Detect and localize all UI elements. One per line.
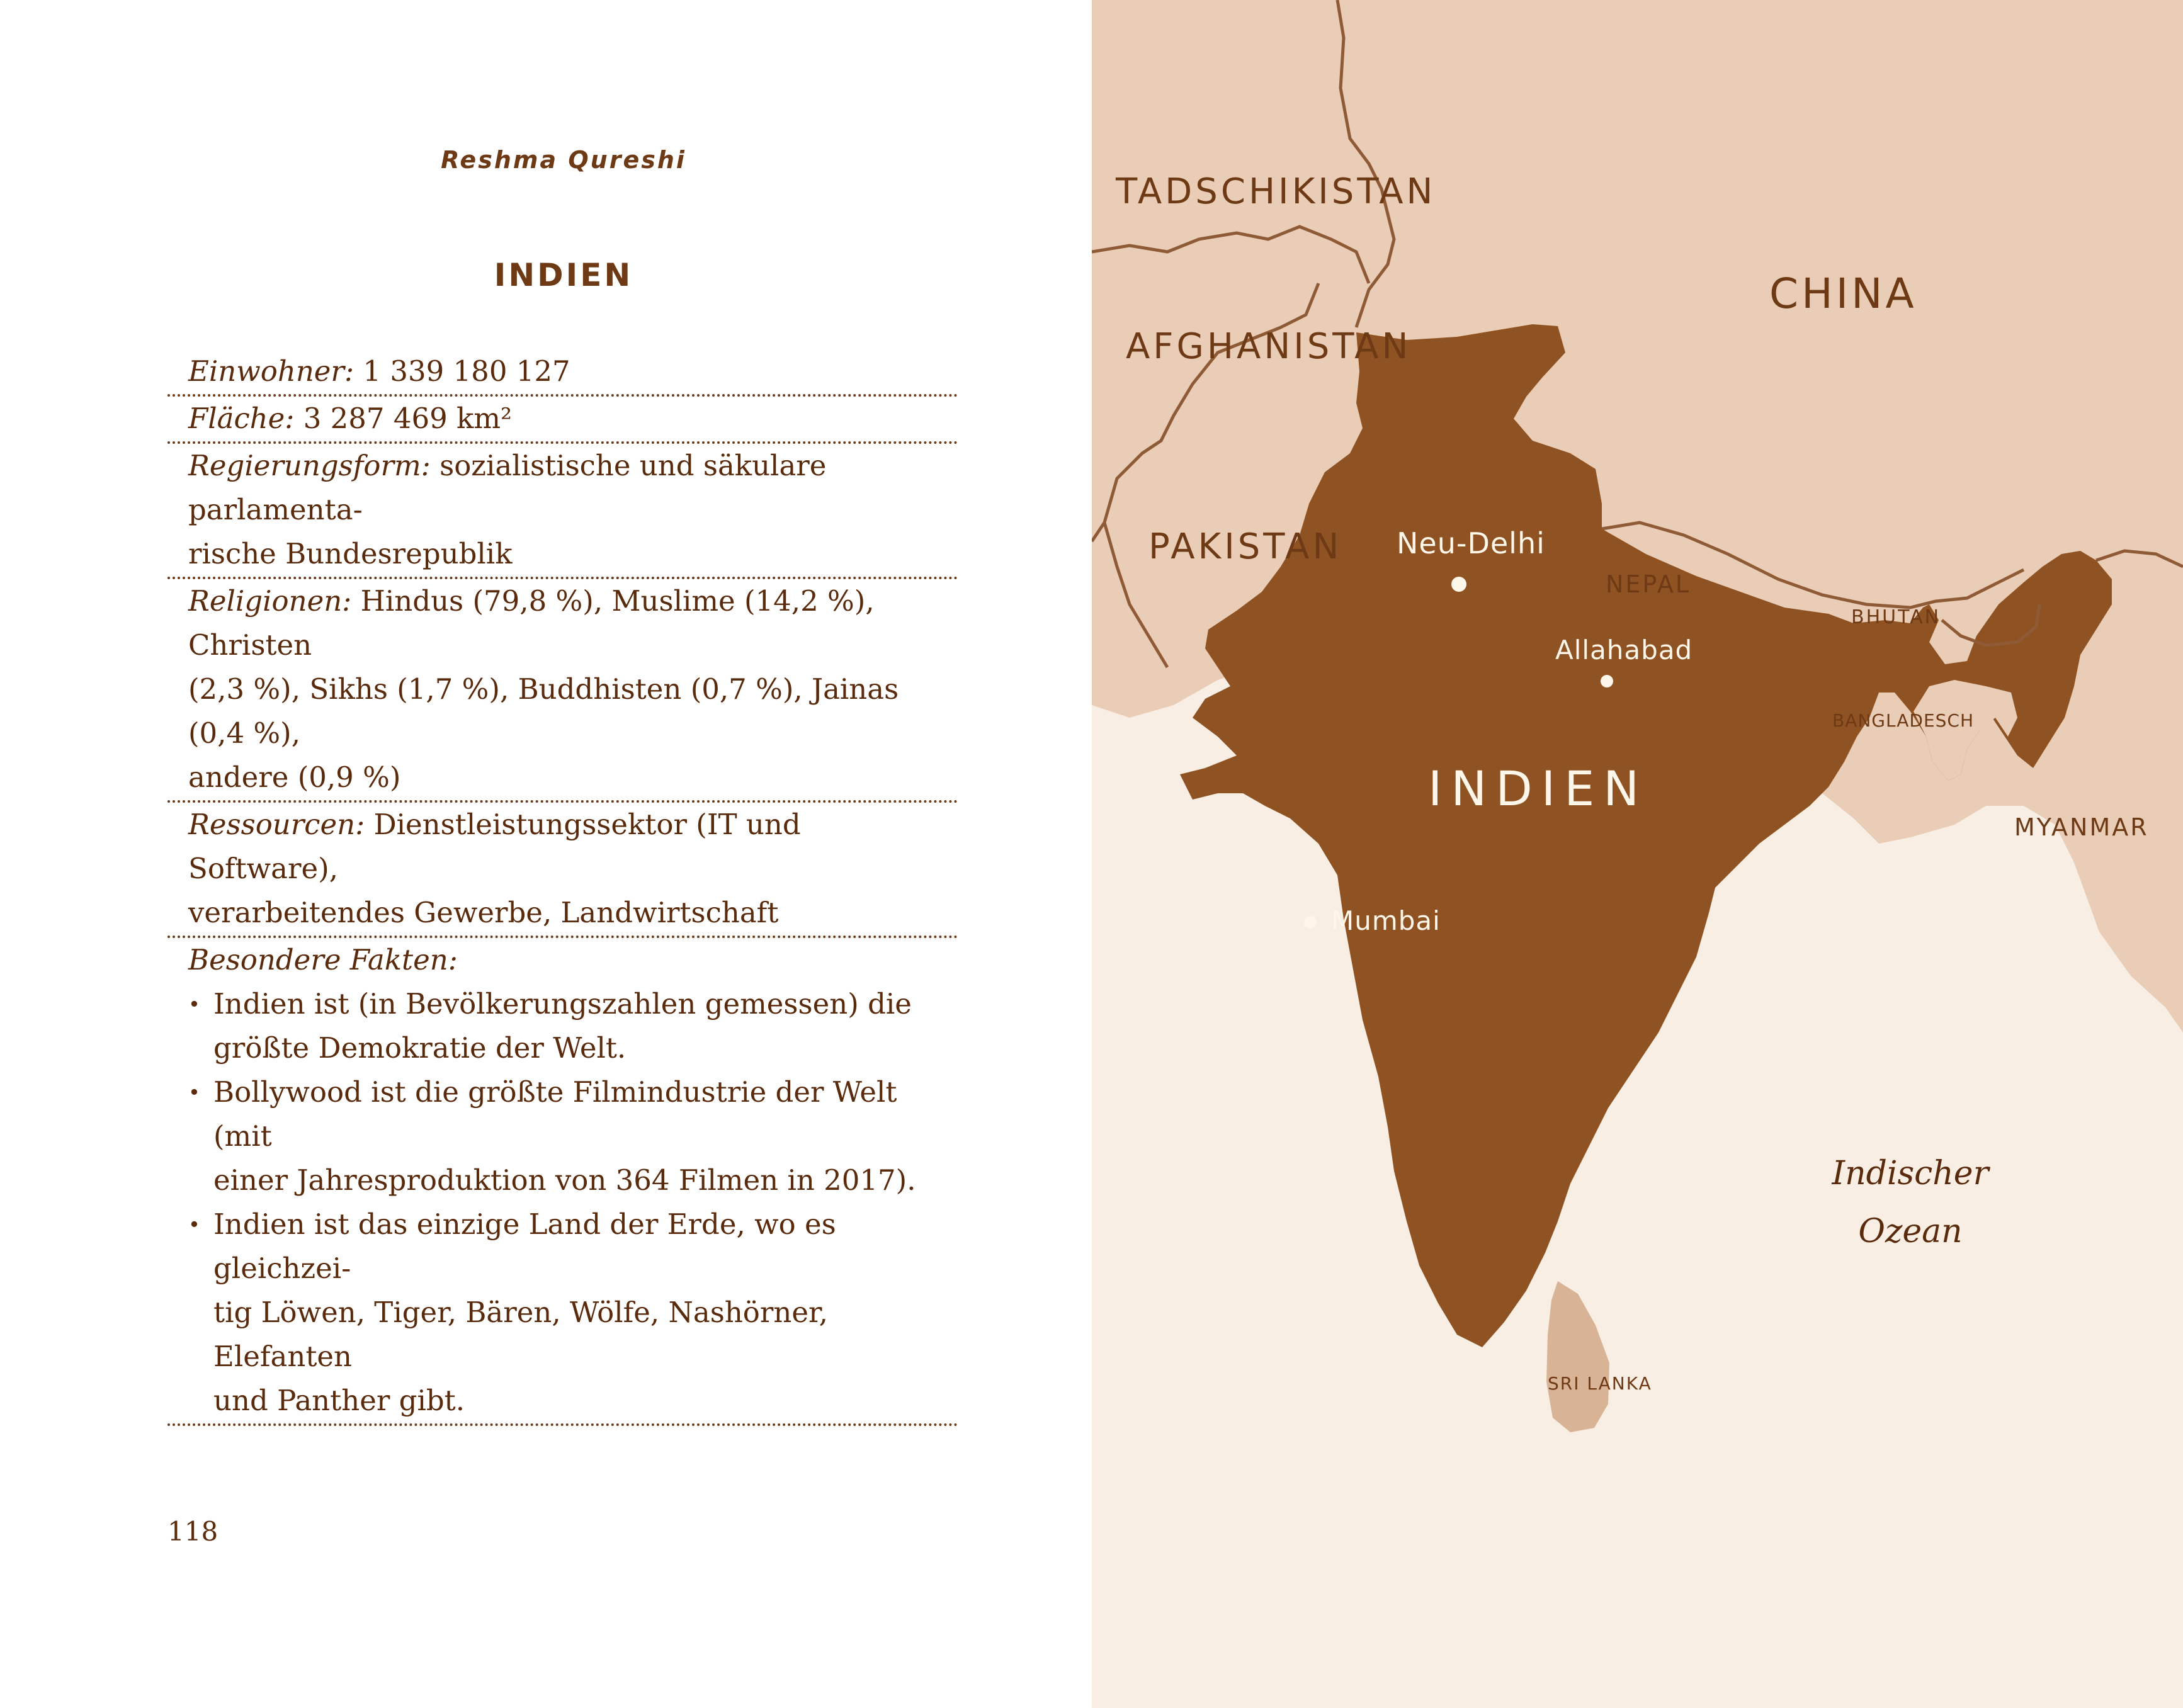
label-pakistan: PAKISTAN: [1148, 526, 1342, 567]
running-head-author: Reshma Qureshi: [441, 146, 686, 174]
right-page-map: [1092, 0, 2183, 1708]
ocean-line: Indischer: [1832, 1155, 1989, 1192]
list-item-line: • Indien ist das einzige Land der Erde, wo es gleichzei-: [213, 1207, 836, 1285]
city-dot-allahabad: [1601, 675, 1613, 687]
list-item-line: • Indien ist (in Bevölkerungszahlen gemessen) die: [213, 987, 912, 1021]
list-item-line: und Panther gibt.: [213, 1384, 465, 1417]
label-city-mumbai: Mumbai: [1331, 905, 1441, 936]
list-item-line: tig Löwen, Tiger, Bären, Wölfe, Nashörner, Elefanten: [213, 1296, 828, 1373]
fact-value: 3 287 469 km²: [303, 402, 513, 435]
fact-label: Religionen:: [188, 584, 352, 618]
label-afghanistan: AFGHANISTAN: [1126, 326, 1412, 367]
page-number: 118: [167, 1516, 218, 1547]
fact-label: Einwohner:: [188, 354, 354, 388]
fact-value: 1 339 180 127: [363, 354, 570, 388]
label-sri-lanka: SRI LANKA: [1548, 1373, 1652, 1394]
fact-label: Fläche:: [188, 402, 295, 435]
fact-area: [167, 397, 958, 444]
fact-value-line: verarbeitendes Gewerbe, Landwirtschaft: [188, 896, 779, 929]
label-tajikistan: TADSCHIKISTAN: [1116, 171, 1436, 212]
label-nepal: NEPAL: [1606, 570, 1691, 598]
label-myanmar: MYANMAR: [2014, 813, 2149, 841]
fact-value-line: rische Bundesrepublik: [188, 537, 513, 570]
list-item-line: • Bollywood ist die größte Filmindustrie der Welt (mit: [213, 1075, 897, 1153]
ocean-line: Ozean: [1858, 1213, 1963, 1250]
fact-value: Hindus (79,8 %), Muslime (14,2 %), Christen: [188, 584, 875, 662]
fact-label: Besondere Fakten:: [188, 943, 458, 976]
list-item-line: größte Demokratie der Welt.: [213, 1031, 627, 1065]
list-item: [188, 1202, 958, 1423]
fact-label: Ressourcen:: [188, 808, 365, 841]
city-dot-delhi: [1451, 577, 1466, 592]
list-item: [188, 1070, 958, 1202]
fact-value-line: (2,3 %), Sikhs (1,7 %), Buddhisten (0,7 %), Jainas (0,4 %),: [188, 672, 899, 750]
fact-resources: [167, 803, 958, 938]
fact-value-line: andere (0,9 %): [188, 761, 401, 794]
city-dot-mumbai: [1304, 916, 1317, 929]
list-item: [188, 982, 958, 1070]
label-china: CHINA: [1769, 269, 1917, 318]
label-city-allahabad: Allahabad: [1555, 635, 1693, 665]
chapter-title: INDIEN: [494, 257, 633, 293]
label-bangladesh: BANGLADESCH: [1832, 710, 1975, 731]
fact-government: [167, 444, 958, 579]
fact-value: sozialistische und säkulare parlamenta-: [188, 449, 827, 526]
label-ocean: [1819, 1145, 2002, 1260]
list-item-line: einer Jahresproduktion von 364 Filmen in 2017).: [213, 1163, 916, 1197]
fact-sheet: [167, 349, 958, 1426]
fact-special: [167, 938, 958, 1426]
fact-population: [167, 349, 958, 397]
fact-value: Dienstleistungssektor (IT und Software),: [188, 808, 801, 885]
map-illustration: [1092, 0, 2183, 1708]
fact-religions: [167, 579, 958, 803]
label-city-delhi: Neu-Delhi: [1397, 526, 1545, 560]
label-bhutan: BHUTAN: [1851, 606, 1941, 628]
label-india: INDIEN: [1428, 761, 1648, 817]
fact-label: Regierungsform:: [188, 449, 431, 482]
